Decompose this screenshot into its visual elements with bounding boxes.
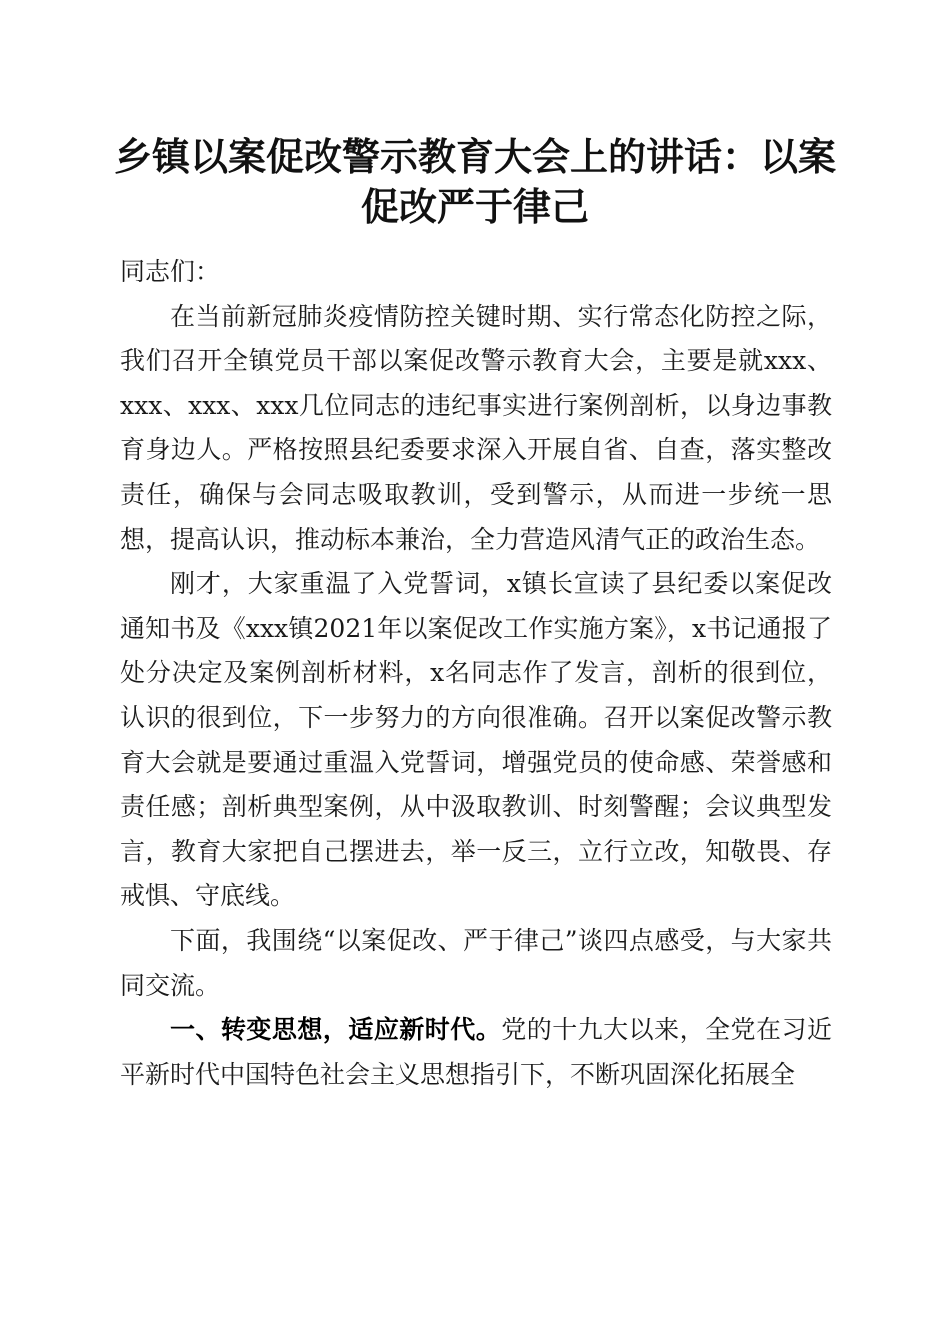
document-title: 乡镇以案促改警示教育大会上的讲话：以案促改严于律己	[113, 134, 836, 229]
paragraph-intro: 在当前新冠肺炎疫情防控关键时期、实行常态化防控之际，我们召开全镇党员干部以案促改警示教育大会，主要是就xxx、xxx、xxx、xxx几位同志的违纪事实进行案例剖析，以身边事教育身边人。严格按照县纪委要求深入开展自省、自查，落实整改责任，确保与会同志吸取教训，受到警示，从而进一步统一思想，提高认识，推动标本兼治，全力营造风清气正的政治生态。	[120, 301, 832, 554]
salutation: 同志们：	[120, 257, 221, 286]
section-one-text: 党的十九大以来，全党在习近平新时代中国特色社会主义思想指引下，不断巩固深化拓展全	[120, 1015, 832, 1089]
paragraph-review: 刚才，大家重温了入党誓词，x镇长宣读了县纪委以案促改通知书及《xxx镇2021年以案促改工作实施方案》，x书记通报了处分决定及案例剖析材料，x名同志作了发言，剖析的很到位，认识的很到位，下一步努力的方向很准确。召开以案促改警示教育大会就是要通过重温入党誓词，增强党员的使命感、荣誉感和责任感；剖析典型案例，从中汲取教训、时刻警醒；会议典型发言，教育大家把自己摆进去，举一反三，立行立改，知敬畏、存戒惧、守底线。	[120, 569, 832, 911]
section-one-heading: 一、转变思想，适应新时代。	[170, 1015, 502, 1045]
document-body	[120, 250, 832, 1097]
paragraph-transition: 下面，我围绕“以案促改、严于律己”谈四点感受，与大家共同交流。	[120, 925, 832, 1000]
section-one-paragraph	[120, 1008, 832, 1097]
